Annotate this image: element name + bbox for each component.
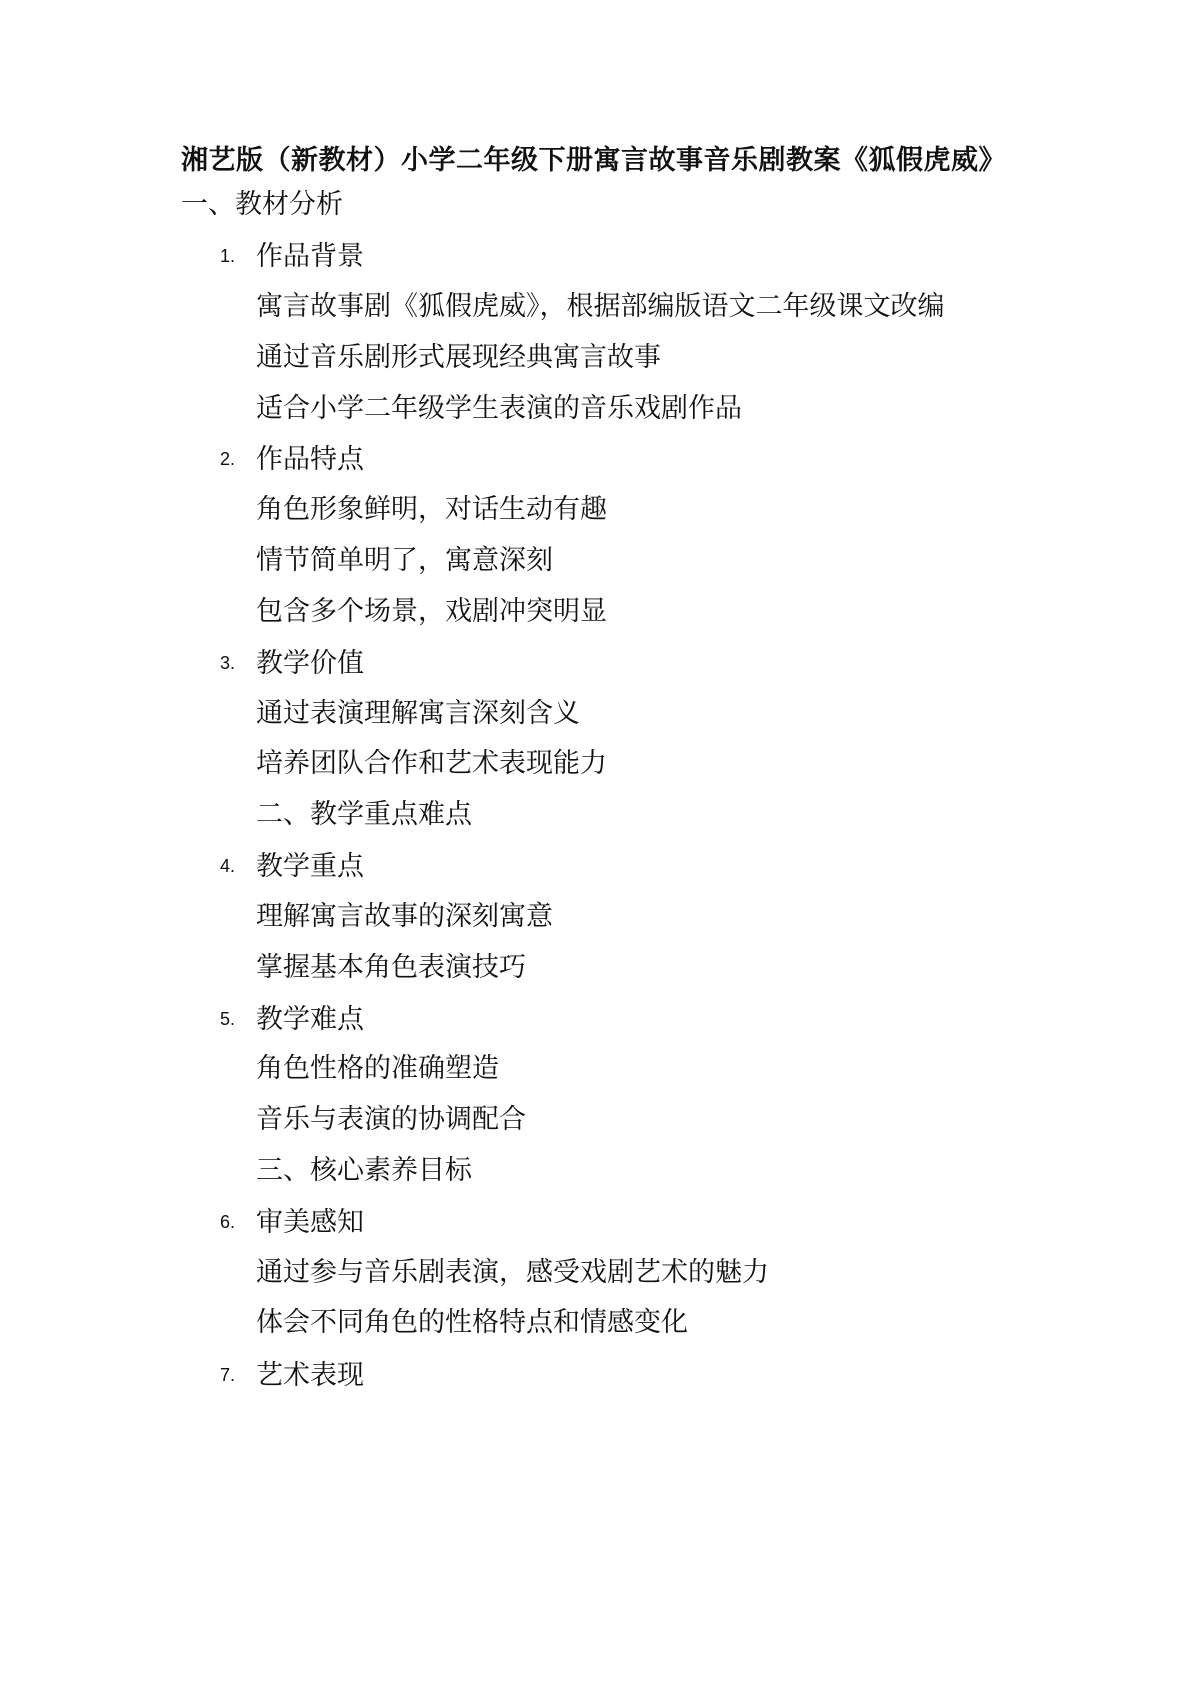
paragraph-line: 情节简单明了，寓意深刻 [256, 545, 553, 576]
list-number: 3. [220, 653, 236, 673]
paragraph-line: 角色形象鲜明，对话生动有趣 [256, 494, 607, 525]
section-heading-3: 三、核心素养目标 [256, 1155, 472, 1186]
section-heading-1: 一、教材分析 [181, 189, 343, 220]
list-item-4 [220, 848, 364, 885]
paragraph-line: 体会不同角色的性格特点和情感变化 [256, 1307, 688, 1338]
paragraph-line: 包含多个场景，戏剧冲突明显 [256, 596, 607, 627]
paragraph-line: 掌握基本角色表演技巧 [256, 952, 526, 983]
paragraph-line: 理解寓言故事的深刻寓意 [256, 901, 553, 932]
paragraph-line: 寓言故事剧《狐假虎威》，根据部编版语文二年级课文改编 [256, 291, 945, 322]
paragraph-line: 通过音乐剧形式展现经典寓言故事 [256, 342, 661, 373]
list-number: 2. [220, 449, 236, 469]
list-item-label: 作品特点 [256, 444, 364, 475]
list-item-5 [220, 1001, 364, 1038]
list-number: 4. [220, 856, 236, 876]
list-item-3 [220, 645, 364, 682]
list-item-7 [220, 1357, 364, 1394]
list-item-6 [220, 1204, 364, 1241]
list-item-label: 审美感知 [256, 1207, 364, 1238]
paragraph-line: 适合小学二年级学生表演的音乐戏剧作品 [256, 393, 742, 424]
section-heading-2: 二、教学重点难点 [256, 799, 472, 830]
list-item-2 [220, 441, 364, 478]
paragraph-line: 角色性格的准确塑造 [256, 1053, 499, 1084]
document-title: 湘艺版（新教材）小学二年级下册寓言故事音乐剧教案《狐假虎威》 [181, 145, 1006, 176]
list-item-label: 作品背景 [256, 241, 364, 272]
paragraph-line: 培养团队合作和艺术表现能力 [256, 748, 607, 779]
list-number: 1. [220, 246, 236, 266]
list-item-label: 教学重点 [256, 851, 364, 882]
paragraph-line: 音乐与表演的协调配合 [256, 1104, 526, 1135]
paragraph-line: 通过参与音乐剧表演，感受戏剧艺术的魅力 [256, 1257, 769, 1288]
list-item-label: 艺术表现 [256, 1360, 364, 1391]
list-number: 7. [220, 1365, 236, 1385]
list-number: 6. [220, 1212, 236, 1232]
list-item-label: 教学价值 [256, 648, 364, 679]
list-number: 5. [220, 1009, 236, 1029]
list-item-label: 教学难点 [256, 1004, 364, 1035]
list-item-1 [220, 238, 364, 275]
paragraph-line: 通过表演理解寓言深刻含义 [256, 698, 580, 729]
